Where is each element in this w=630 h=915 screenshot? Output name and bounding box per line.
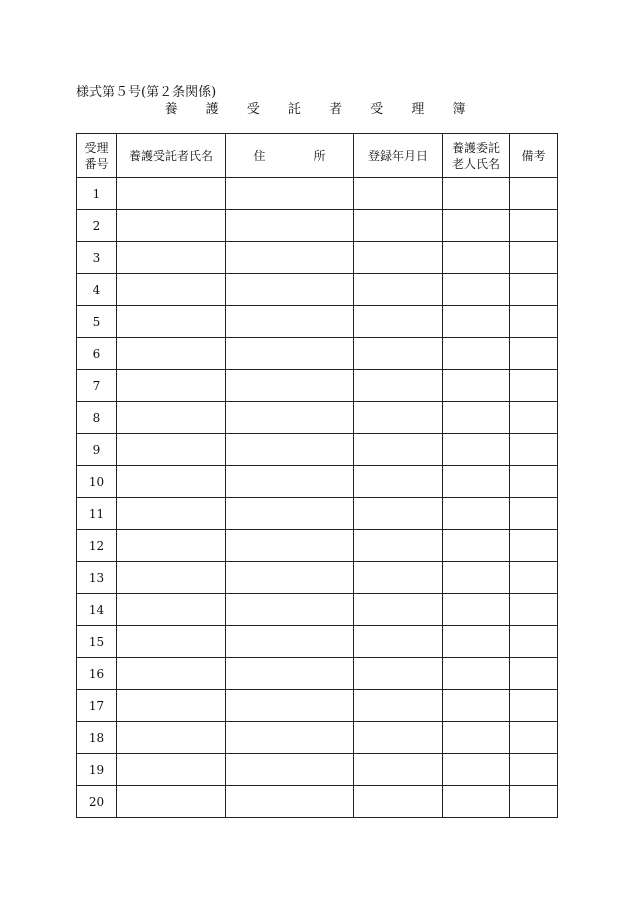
row-number: 9: [77, 434, 117, 466]
remarks-cell: [510, 210, 558, 242]
table-row: [77, 274, 558, 306]
registration-date-cell: [354, 370, 443, 402]
guardian-name-cell: [117, 690, 226, 722]
elder-name-cell: [443, 466, 510, 498]
table-row: [77, 786, 558, 818]
remarks-cell: [510, 306, 558, 338]
address-cell: [226, 786, 354, 818]
elder-name-cell: [443, 370, 510, 402]
remarks-cell: [510, 626, 558, 658]
table-row: [77, 530, 558, 562]
guardian-name-cell: [117, 786, 226, 818]
address-cell: [226, 370, 354, 402]
elder-name-cell: [443, 658, 510, 690]
column-header-address: [226, 134, 354, 178]
table-row: [77, 754, 558, 786]
guardian-name-cell: [117, 562, 226, 594]
column-header-remarks: 備考: [510, 134, 558, 178]
row-number: 11: [77, 498, 117, 530]
remarks-cell: [510, 498, 558, 530]
remarks-cell: [510, 178, 558, 210]
guardian-name-cell: [117, 274, 226, 306]
table-row: [77, 562, 558, 594]
table-row: [77, 466, 558, 498]
elder-name-cell: [443, 626, 510, 658]
table-row: [77, 626, 558, 658]
elder-name-cell: [443, 498, 510, 530]
guardian-name-cell: [117, 306, 226, 338]
elder-name-cell: [443, 306, 510, 338]
registration-date-cell: [354, 722, 443, 754]
register-table: [76, 133, 558, 818]
table-row: [77, 402, 558, 434]
address-cell: [226, 242, 354, 274]
elder-name-cell: [443, 338, 510, 370]
remarks-cell: [510, 530, 558, 562]
registration-date-cell: [354, 690, 443, 722]
form-number: 様式第５号(第２条関係): [76, 85, 217, 100]
remarks-cell: [510, 690, 558, 722]
column-header-number-line1: 受理: [84, 140, 109, 155]
remarks-cell: [510, 786, 558, 818]
remarks-cell: [510, 370, 558, 402]
table-row: [77, 306, 558, 338]
remarks-cell: [510, 434, 558, 466]
table-row: [77, 658, 558, 690]
address-cell: [226, 626, 354, 658]
elder-name-cell: [443, 242, 510, 274]
row-number: 16: [77, 658, 117, 690]
elder-name-cell: [443, 690, 510, 722]
guardian-name-cell: [117, 658, 226, 690]
registration-date-cell: [354, 754, 443, 786]
row-number: 8: [77, 402, 117, 434]
table-row: [77, 434, 558, 466]
elder-name-cell: [443, 274, 510, 306]
row-number: 5: [77, 306, 117, 338]
registration-date-cell: [354, 498, 443, 530]
remarks-cell: [510, 242, 558, 274]
column-header-address-part1: 住: [253, 148, 266, 163]
guardian-name-cell: [117, 530, 226, 562]
row-number: 12: [77, 530, 117, 562]
elder-name-cell: [443, 786, 510, 818]
address-cell: [226, 274, 354, 306]
remarks-cell: [510, 274, 558, 306]
guardian-name-cell: [117, 754, 226, 786]
column-header-elder-line2: 老人氏名: [451, 156, 500, 171]
elder-name-cell: [443, 434, 510, 466]
table-row: [77, 498, 558, 530]
row-number: 15: [77, 626, 117, 658]
registration-date-cell: [354, 274, 443, 306]
elder-name-cell: [443, 754, 510, 786]
address-cell: [226, 402, 354, 434]
address-cell: [226, 466, 354, 498]
document-title: 養 護 受 託 者 受 理 簿: [164, 102, 478, 117]
row-number: 4: [77, 274, 117, 306]
guardian-name-cell: [117, 370, 226, 402]
elder-name-cell: [443, 178, 510, 210]
registration-date-cell: [354, 402, 443, 434]
column-header-number-line2: 番号: [84, 156, 109, 171]
guardian-name-cell: [117, 498, 226, 530]
registration-date-cell: [354, 338, 443, 370]
address-cell: [226, 754, 354, 786]
table-row: [77, 338, 558, 370]
registration-date-cell: [354, 434, 443, 466]
registration-date-cell: [354, 594, 443, 626]
registration-date-cell: [354, 626, 443, 658]
elder-name-cell: [443, 722, 510, 754]
table-header-row: [77, 134, 558, 178]
address-cell: [226, 338, 354, 370]
registration-date-cell: [354, 466, 443, 498]
guardian-name-cell: [117, 242, 226, 274]
elder-name-cell: [443, 210, 510, 242]
column-header-address-part2: 所: [313, 148, 326, 163]
guardian-name-cell: [117, 466, 226, 498]
registration-date-cell: [354, 242, 443, 274]
registration-date-cell: [354, 658, 443, 690]
registration-date-cell: [354, 210, 443, 242]
remarks-cell: [510, 562, 558, 594]
address-cell: [226, 178, 354, 210]
table-row: [77, 210, 558, 242]
elder-name-cell: [443, 530, 510, 562]
address-cell: [226, 594, 354, 626]
address-cell: [226, 434, 354, 466]
row-number: 1: [77, 178, 117, 210]
column-header-guardian-name: 養護受託者氏名: [117, 134, 226, 178]
registration-date-cell: [354, 530, 443, 562]
row-number: 18: [77, 722, 117, 754]
guardian-name-cell: [117, 338, 226, 370]
row-number: 3: [77, 242, 117, 274]
remarks-cell: [510, 466, 558, 498]
row-number: 14: [77, 594, 117, 626]
registration-date-cell: [354, 178, 443, 210]
guardian-name-cell: [117, 434, 226, 466]
column-header-registration-date: 登録年月日: [354, 134, 443, 178]
row-number: 2: [77, 210, 117, 242]
registration-date-cell: [354, 306, 443, 338]
table-row: [77, 690, 558, 722]
address-cell: [226, 690, 354, 722]
row-number: 19: [77, 754, 117, 786]
address-cell: [226, 530, 354, 562]
table-row: [77, 178, 558, 210]
row-number: 20: [77, 786, 117, 818]
address-cell: [226, 210, 354, 242]
table-row: [77, 370, 558, 402]
elder-name-cell: [443, 594, 510, 626]
address-cell: [226, 498, 354, 530]
guardian-name-cell: [117, 402, 226, 434]
row-number: 10: [77, 466, 117, 498]
address-cell: [226, 562, 354, 594]
remarks-cell: [510, 722, 558, 754]
row-number: 7: [77, 370, 117, 402]
registration-date-cell: [354, 562, 443, 594]
register-body: [77, 178, 558, 818]
elder-name-cell: [443, 402, 510, 434]
guardian-name-cell: [117, 594, 226, 626]
table-row: [77, 722, 558, 754]
address-cell: [226, 306, 354, 338]
row-number: 13: [77, 562, 117, 594]
address-cell: [226, 722, 354, 754]
guardian-name-cell: [117, 210, 226, 242]
address-cell: [226, 658, 354, 690]
elder-name-cell: [443, 562, 510, 594]
table-row: [77, 242, 558, 274]
registration-date-cell: [354, 786, 443, 818]
guardian-name-cell: [117, 722, 226, 754]
table-row: [77, 594, 558, 626]
remarks-cell: [510, 402, 558, 434]
remarks-cell: [510, 594, 558, 626]
column-header-elder-name: [443, 134, 510, 178]
row-number: 6: [77, 338, 117, 370]
remarks-cell: [510, 658, 558, 690]
column-header-elder-line1: 養護委託: [451, 140, 500, 155]
remarks-cell: [510, 338, 558, 370]
remarks-cell: [510, 754, 558, 786]
guardian-name-cell: [117, 178, 226, 210]
column-header-number: [77, 134, 117, 178]
row-number: 17: [77, 690, 117, 722]
guardian-name-cell: [117, 626, 226, 658]
